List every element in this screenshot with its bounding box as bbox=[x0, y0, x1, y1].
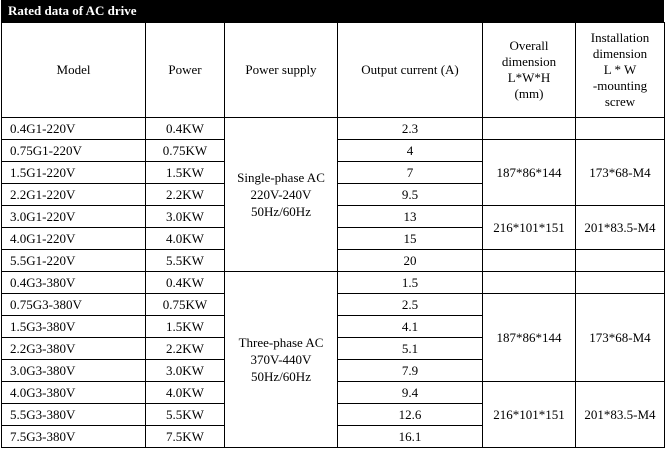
overall-dimension-cell bbox=[483, 250, 576, 272]
table-title: Rated data of AC drive bbox=[1, 0, 664, 22]
supply-line: 50Hz/60Hz bbox=[251, 204, 311, 219]
current-cell: 13 bbox=[338, 206, 483, 228]
installation-dimension-cell: 201*83.5-M4 bbox=[576, 382, 665, 448]
power-cell: 4.0KW bbox=[146, 228, 225, 250]
overall-dimension-cell: 187*86*144 bbox=[483, 140, 576, 206]
model-cell: 2.2G3-380V bbox=[2, 338, 146, 360]
header-install-line: dimension bbox=[592, 46, 648, 61]
model-cell: 5.5G1-220V bbox=[2, 250, 146, 272]
header-output-current: Output current (A) bbox=[338, 23, 483, 118]
header-power: Power bbox=[146, 23, 225, 118]
header-installation-dimension bbox=[576, 23, 665, 118]
current-cell: 5.1 bbox=[338, 338, 483, 360]
power-cell: 2.2KW bbox=[146, 184, 225, 206]
model-cell: 3.0G3-380V bbox=[2, 360, 146, 382]
supply-line: 220V-240V bbox=[250, 187, 312, 202]
header-install-line: L * W bbox=[603, 62, 637, 77]
header-overall-line: Overall bbox=[509, 38, 549, 53]
model-cell: 1.5G3-380V bbox=[2, 316, 146, 338]
model-cell: 0.75G1-220V bbox=[2, 140, 146, 162]
overall-dimension-cell: 216*101*151 bbox=[483, 382, 576, 448]
power-cell: 1.5KW bbox=[146, 162, 225, 184]
header-overall-line: (mm) bbox=[514, 86, 544, 101]
installation-dimension-cell: 201*83.5-M4 bbox=[576, 206, 665, 250]
supply-line: 50Hz/60Hz bbox=[251, 369, 311, 384]
power-cell: 0.4KW bbox=[146, 118, 225, 140]
header-power-supply: Power supply bbox=[225, 23, 338, 118]
supply-line: Single-phase AC bbox=[237, 170, 325, 185]
current-cell: 2.5 bbox=[338, 294, 483, 316]
supply-line: Three-phase AC bbox=[238, 335, 324, 350]
current-cell: 12.6 bbox=[338, 404, 483, 426]
header-overall-line: L*W*H bbox=[507, 70, 551, 85]
table-row bbox=[2, 118, 665, 140]
overall-dimension-cell: 187*86*144 bbox=[483, 294, 576, 382]
model-cell: 0.4G1-220V bbox=[2, 118, 146, 140]
power-cell: 7.5KW bbox=[146, 426, 225, 448]
power-cell: 0.75KW bbox=[146, 140, 225, 162]
power-cell: 0.4KW bbox=[146, 272, 225, 294]
current-cell: 9.5 bbox=[338, 184, 483, 206]
power-cell: 5.5KW bbox=[146, 250, 225, 272]
power-supply-cell bbox=[225, 272, 338, 448]
installation-dimension-cell: 173*68-M4 bbox=[576, 294, 665, 382]
model-cell: 1.5G1-220V bbox=[2, 162, 146, 184]
header-row bbox=[2, 23, 665, 118]
model-cell: 0.4G3-380V bbox=[2, 272, 146, 294]
current-cell: 9.4 bbox=[338, 382, 483, 404]
current-cell: 15 bbox=[338, 228, 483, 250]
model-cell: 7.5G3-380V bbox=[2, 426, 146, 448]
overall-dimension-cell: 216*101*151 bbox=[483, 206, 576, 250]
power-cell: 1.5KW bbox=[146, 316, 225, 338]
installation-dimension-cell bbox=[576, 118, 665, 140]
overall-dimension-cell bbox=[483, 118, 576, 140]
overall-dimension-cell bbox=[483, 272, 576, 294]
power-cell: 5.5KW bbox=[146, 404, 225, 426]
model-cell: 4.0G1-220V bbox=[2, 228, 146, 250]
power-cell: 3.0KW bbox=[146, 360, 225, 382]
supply-line: 370V-440V bbox=[250, 352, 312, 367]
header-install-line: screw bbox=[604, 94, 636, 109]
current-cell: 4 bbox=[338, 140, 483, 162]
model-cell: 3.0G1-220V bbox=[2, 206, 146, 228]
header-install-line: Installation bbox=[590, 30, 650, 45]
power-cell: 4.0KW bbox=[146, 382, 225, 404]
power-cell: 0.75KW bbox=[146, 294, 225, 316]
header-overall-dimension bbox=[483, 23, 576, 118]
installation-dimension-cell bbox=[576, 272, 665, 294]
model-cell: 0.75G3-380V bbox=[2, 294, 146, 316]
power-supply-cell bbox=[225, 118, 338, 272]
current-cell: 2.3 bbox=[338, 118, 483, 140]
current-cell: 1.5 bbox=[338, 272, 483, 294]
current-cell: 7.9 bbox=[338, 360, 483, 382]
current-cell: 7 bbox=[338, 162, 483, 184]
table-row bbox=[2, 272, 665, 294]
model-cell: 2.2G1-220V bbox=[2, 184, 146, 206]
model-cell: 4.0G3-380V bbox=[2, 382, 146, 404]
rated-data-table bbox=[1, 22, 665, 448]
installation-dimension-cell bbox=[576, 250, 665, 272]
current-cell: 4.1 bbox=[338, 316, 483, 338]
installation-dimension-cell: 173*68-M4 bbox=[576, 140, 665, 206]
header-model: Model bbox=[2, 23, 146, 118]
rated-data-panel bbox=[1, 0, 664, 448]
current-cell: 20 bbox=[338, 250, 483, 272]
header-overall-line: dimension bbox=[501, 54, 557, 69]
model-cell: 5.5G3-380V bbox=[2, 404, 146, 426]
power-cell: 2.2KW bbox=[146, 338, 225, 360]
header-install-line: -mounting bbox=[592, 78, 648, 93]
current-cell: 16.1 bbox=[338, 426, 483, 448]
power-cell: 3.0KW bbox=[146, 206, 225, 228]
